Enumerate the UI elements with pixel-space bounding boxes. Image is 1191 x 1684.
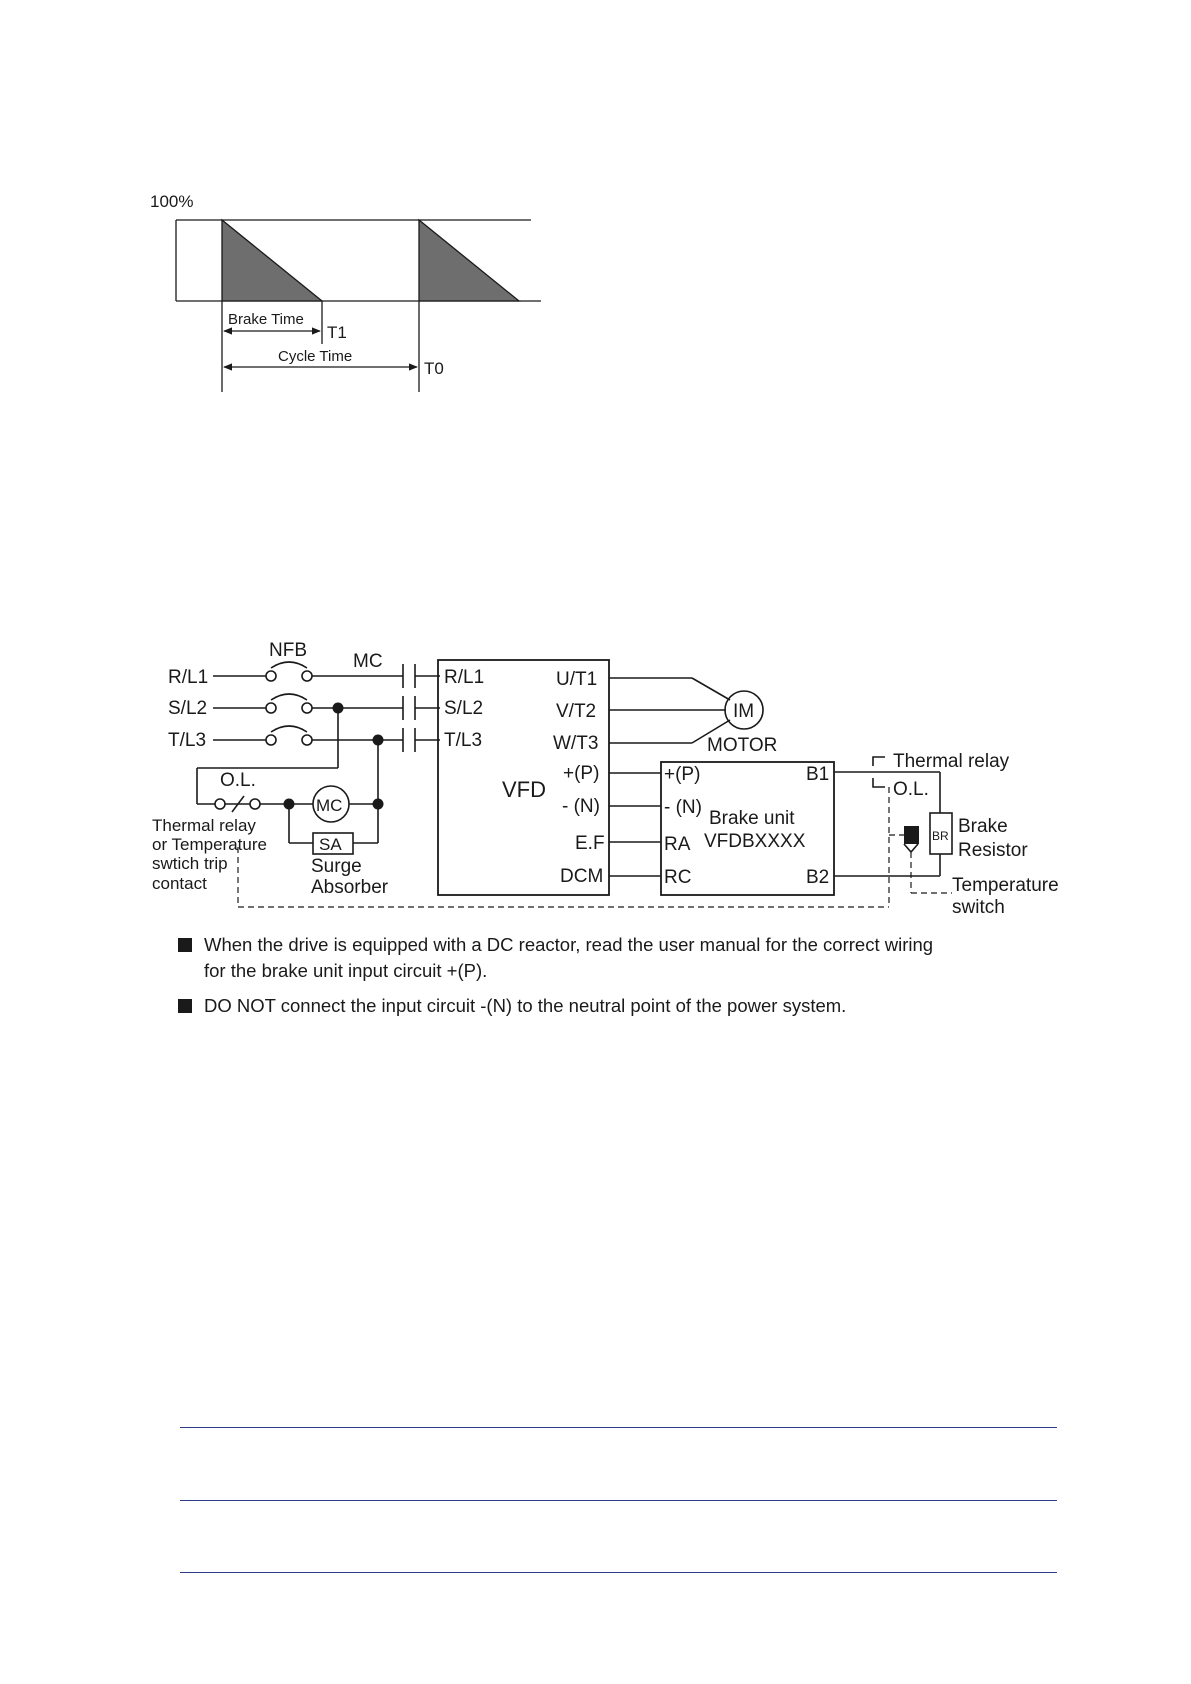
- mc-contacts: [403, 664, 415, 752]
- phase-label-r: R/L1: [168, 667, 209, 688]
- note-1-line-1: When the drive is equipped with a DC reactor, read the user manual for the correct wiring: [204, 934, 934, 955]
- thermal-trip-line-4: contact: [152, 874, 207, 893]
- bu-terminal-b1: B1: [806, 764, 830, 785]
- brake-resistor-line-2: Resistor: [958, 840, 1028, 861]
- rule-2: [180, 1500, 1057, 1501]
- thermal-trip-line-1: Thermal relay: [152, 816, 256, 835]
- dc-links: [609, 773, 661, 876]
- vfd-terminal-n: - (N): [562, 796, 600, 817]
- temp-switch-line-2: switch: [952, 897, 1005, 918]
- temp-switch-block: [904, 826, 919, 844]
- vfd-output-u: U/T1: [556, 669, 598, 690]
- mc-label: MC: [353, 651, 383, 672]
- motor-label: MOTOR: [707, 735, 778, 756]
- bu-terminal-b2: B2: [806, 867, 830, 888]
- bu-terminal-n: - (N): [664, 797, 702, 818]
- phase-lines: [213, 662, 440, 745]
- cycle-time-label: Cycle Time: [278, 348, 353, 365]
- nfb-label: NFB: [269, 640, 307, 661]
- thermal-trip-line-3: swtich trip: [152, 854, 228, 873]
- bu-terminal-ra: RA: [664, 834, 691, 855]
- vfd-terminal-ef: E.F: [575, 833, 605, 854]
- vfd-name: VFD: [502, 777, 546, 802]
- rule-3: [180, 1572, 1057, 1573]
- vfd-terminal-dcm: DCM: [560, 866, 604, 887]
- brake-unit-model: VFDBXXXX: [704, 831, 806, 852]
- square-bullet-icon: [178, 999, 192, 1013]
- sa-label: SA: [319, 835, 342, 854]
- temp-switch-line-1: Temperature: [952, 875, 1059, 896]
- square-bullet-icon: [178, 938, 192, 952]
- rule-1: [180, 1427, 1057, 1428]
- brake-unit-name: Brake unit: [709, 808, 795, 829]
- note-dc-reactor: [178, 932, 1058, 984]
- note-neutral-point: [178, 993, 1058, 1019]
- phase-label-s: S/L2: [168, 698, 208, 719]
- bu-terminal-rc: RC: [664, 867, 692, 888]
- vfd-terminal-p: +(P): [563, 763, 600, 784]
- timing-diagram: [150, 192, 541, 392]
- thermal-relay-label: Thermal relay: [893, 751, 1010, 772]
- t1-label: T1: [327, 323, 347, 342]
- phase-label-t: T/L3: [168, 730, 207, 751]
- ol-label: O.L.: [220, 770, 256, 791]
- vfd-output-w: W/T3: [553, 733, 599, 754]
- brake-pulse-2: [419, 220, 519, 301]
- vfd-input-t: T/L3: [444, 730, 483, 751]
- thermal-trip-line-2: or Temperature: [152, 835, 267, 854]
- brake-time-label: Brake Time: [228, 311, 304, 328]
- note-1-line-2: for the brake unit input circuit +(P).: [204, 960, 488, 981]
- vfd-input-r: R/L1: [444, 667, 485, 688]
- brake-resistor-line-1: Brake: [958, 816, 1008, 837]
- vfd-input-s: S/L2: [444, 698, 484, 719]
- surge-line-2: Absorber: [311, 877, 389, 898]
- br-symbol: BR: [932, 829, 949, 843]
- mc-coil-label: MC: [316, 796, 343, 815]
- level-100-label: 100%: [150, 192, 194, 211]
- wiring-diagram: [152, 640, 1059, 918]
- vfd-output-v: V/T2: [556, 701, 597, 722]
- note-2-line-1: DO NOT connect the input circuit -(N) to the neutral point of the power system.: [204, 995, 847, 1016]
- surge-line-1: Surge: [311, 856, 362, 877]
- motor-symbol: IM: [733, 701, 755, 722]
- relay-ol-label: O.L.: [893, 779, 929, 800]
- brake-pulse-1: [222, 220, 322, 301]
- t0-label: T0: [424, 359, 444, 378]
- bu-terminal-p: +(P): [664, 764, 701, 785]
